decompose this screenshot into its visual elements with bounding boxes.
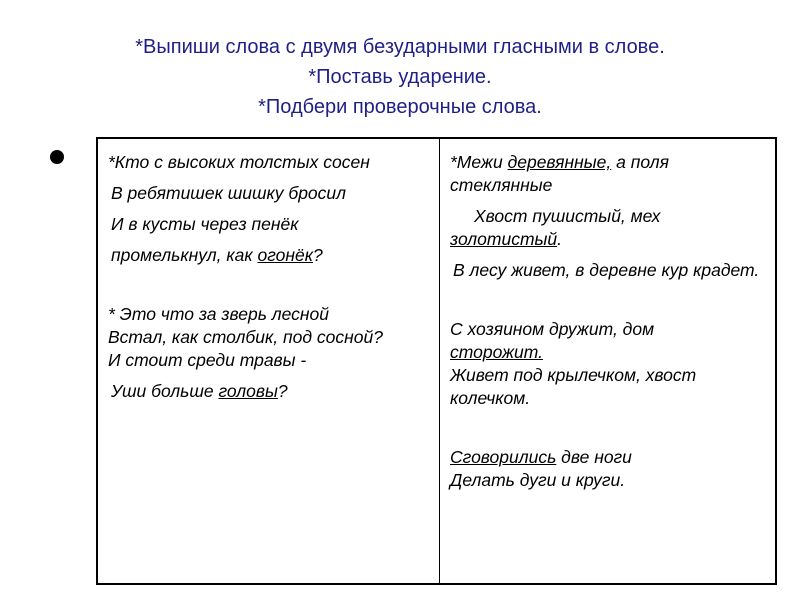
text-segment: . (557, 229, 563, 249)
underlined-word: сторожит. (450, 342, 543, 362)
underlined-word: головы (218, 381, 278, 401)
text-segment: Хвост пушистый, мех (474, 206, 661, 226)
text-segment: две ноги (556, 447, 632, 467)
text-line: И в кусты через пенёк (111, 214, 299, 234)
text-line: * Это что за зверь лесной (108, 304, 330, 324)
underlined-word: огонёк (257, 245, 314, 265)
text-line: И стоит среди травы - (108, 350, 307, 370)
underlined-word: деревянные, (507, 152, 612, 172)
text-line: Делать дуги и круги. (450, 470, 626, 490)
task-line-1: *Выпиши слова с двумя безударными гласными в слове. (135, 36, 665, 58)
text-line (450, 446, 769, 469)
text-line (450, 205, 769, 228)
underlined-word: Сговорились (450, 447, 557, 467)
bullet-point (50, 150, 64, 164)
riddles-table (96, 137, 777, 585)
text-segment: Уши больше (111, 381, 219, 401)
text-line: В ребятишек шишку бросил (111, 183, 347, 203)
task-line-2: *Поставь ударение. (308, 66, 492, 88)
text-segment: ? (277, 381, 288, 401)
text-line (450, 318, 769, 341)
text-segment: ? (313, 245, 323, 265)
text-line: Встал, как столбик, под сосной? (108, 327, 383, 347)
text-segment: С хозяином дружит, дом (450, 319, 655, 339)
text-line (450, 151, 769, 197)
right-column (439, 139, 777, 583)
text-line (450, 228, 769, 251)
text-segment: промелькнул, как (111, 245, 258, 265)
text-segment: а поля стеклянные (450, 152, 669, 195)
text-line (108, 380, 431, 403)
task-header (0, 32, 800, 122)
left-column (98, 139, 439, 583)
text-line: *Кто с высоких толстых сосен (108, 152, 370, 172)
text-segment: *Межи (450, 152, 508, 172)
text-line: Живет под крылечком, хвост колечком. (450, 365, 697, 408)
text-line: В лесу живет, в деревне кур крадет. (453, 260, 760, 280)
underlined-word: золотистый (450, 229, 558, 249)
task-line-3: *Подбери проверочные слова. (258, 96, 542, 118)
text-line (450, 341, 769, 364)
text-line (108, 244, 431, 267)
